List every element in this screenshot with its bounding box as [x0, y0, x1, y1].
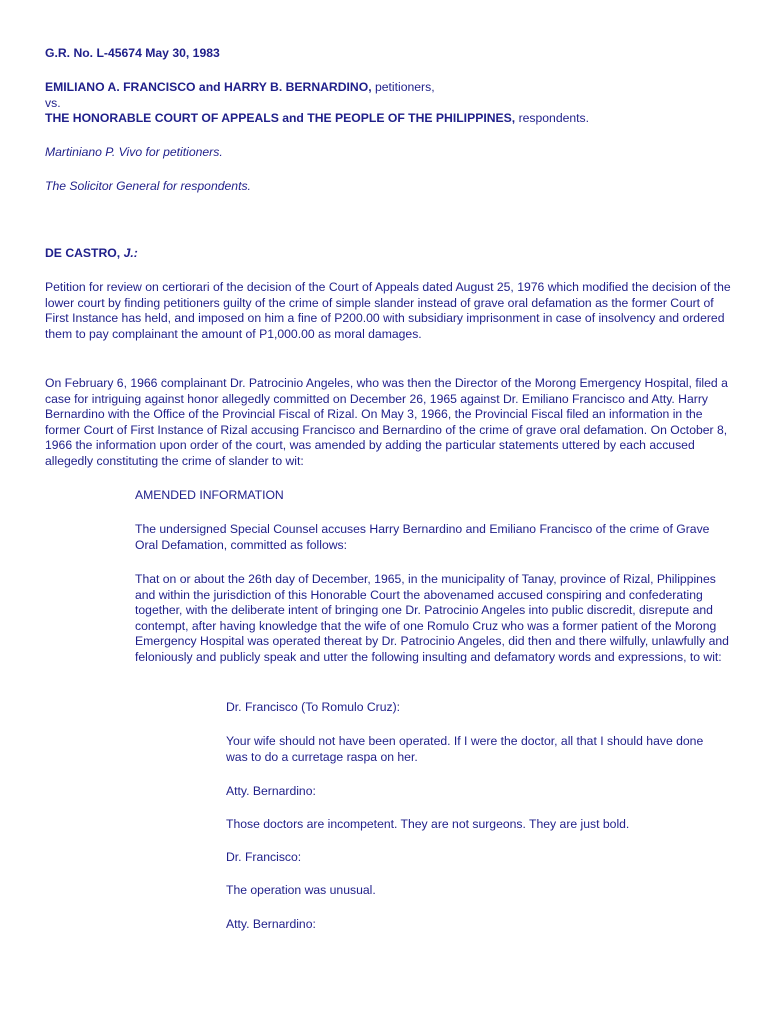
ponente-title: J.: — [123, 246, 138, 260]
versus-label: vs. — [45, 96, 61, 110]
ponente-name: DE CASTRO, — [45, 246, 121, 260]
statement-speaker: Dr. Francisco: — [226, 850, 302, 864]
case-parties-petitioners — [45, 80, 735, 96]
amended-information-heading: AMENDED INFORMATION — [135, 488, 284, 502]
statement-speaker: Atty. Bernardino: — [226, 917, 316, 931]
case-parties-respondents — [45, 111, 735, 127]
statement-speaker: Atty. Bernardino: — [226, 784, 316, 798]
case-number: G.R. No. L-45674 May 30, 1983 — [45, 46, 220, 60]
respondents-role: respondents. — [518, 111, 590, 125]
amended-information-paragraph-1: The undersigned Special Counsel accuses Harry Bernardino and Emiliano Francisco of the crime of Grave Oral Defamation, committed as follows: — [135, 522, 710, 552]
petitioners-names: EMILIANO A. FRANCISCO and HARRY B. BERNARDINO, — [45, 80, 372, 94]
respondents-names: THE HONORABLE COURT OF APPEALS and THE PEOPLE OF THE PHILIPPINES, — [45, 111, 516, 125]
statement-quote: Those doctors are incompetent. They are not surgeons. They are just bold. — [226, 817, 630, 831]
body-paragraph-1: Petition for review on certiorari of the decision of the Court of Appeals dated August 25, 1976 which modified the decision of the lower court by finding petitioners guilty of the crime of simple slander instead of grave oral defamation as the former Court of First Instance has held, and imposed on him a fine of P200.00 with subsidiary imprisonment in case of insolvency and ordered them to pay complainant the amount of P1,000.00 as moral damages. — [45, 280, 731, 341]
statement-quote: Your wife should not have been operated. If I were the doctor, all that I should have done was to do a curretage raspa on her. — [226, 734, 704, 764]
counsel-petitioners: Martiniano P. Vivo for petitioners. — [45, 145, 223, 159]
ponente — [45, 246, 735, 262]
statement-quote: The operation was unusual. — [226, 883, 376, 897]
counsel-respondents: The Solicitor General for respondents. — [45, 179, 251, 193]
petitioners-role: petitioners, — [374, 80, 435, 94]
amended-information-paragraph-2: That on or about the 26th day of December, 1965, in the municipality of Tanay, province of Rizal, Philippines and within the jurisdiction of this Honorable Court the abovenamed accused conspiring and confederating together, with the deliberate intent of bringing one Dr. Patrocinio Angeles into public discredit, disrepute and contempt, after having knowledge that the wife of one Romulo Cruz who was a former patient of the Morong Emergency Hospital was operated thereat by Dr. Patrocinio Angeles, did then and there wilfully, unlawfully and feloniously and publicly speak and utter the following insulting and defamatory words and expressions, to wit: — [135, 572, 729, 664]
body-paragraph-2: On February 6, 1966 complainant Dr. Patrocinio Angeles, who was then the Director of the Morong Emergency Hospital, filed a case for intriguing against honor allegedly committed on December 26, 1965 against Dr. Emiliano Francisco and Atty. Harry Bernardino with the Office of the Provincial Fiscal of Rizal. On May 3, 1966, the Provincial Fiscal filed an information in the former Court of First Instance of Rizal accusing Francisco and Bernardino of the crime of grave oral defamation. On October 8, 1966 the information upon order of the court, was amended by adding the particular statements uttered by each accused allegedly constituting the crime of slander to wit: — [45, 376, 728, 468]
statement-speaker: Dr. Francisco (To Romulo Cruz): — [226, 700, 401, 714]
